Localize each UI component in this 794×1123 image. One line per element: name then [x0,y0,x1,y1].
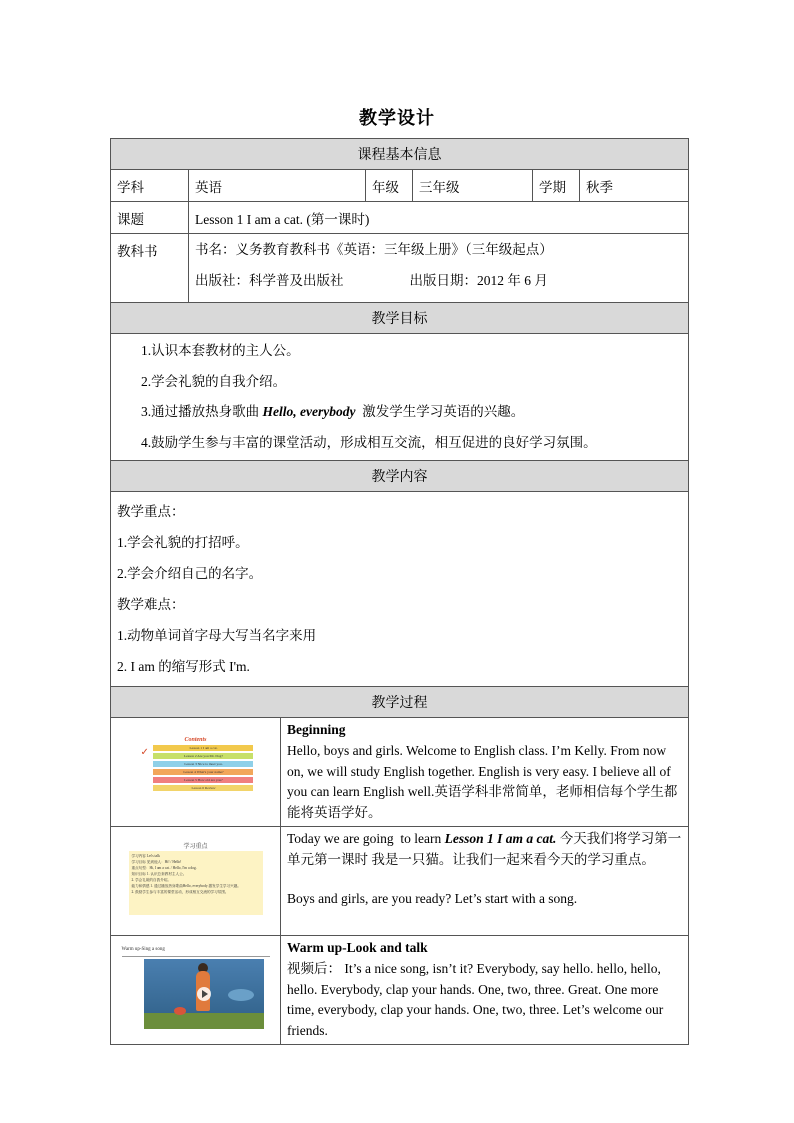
focus-line: 2. 鼓励学生参与丰富的课堂活动，形成相互交流的学习氛围。 [131,889,229,894]
video-title: Warm up-Sing a song [122,947,270,957]
contents-slide [139,737,253,807]
step-text: Boys and girls, are you ready? Let’s start with a song. [287,890,578,906]
focus-line: 知识目标 1. 认识总套教材主人公。 [131,871,187,876]
difficult-points-label: 教学难点： [117,597,185,612]
step-title: Warm up-Look and talk [287,939,428,955]
subject-label: 学科 [111,170,189,202]
step-text: Hello, boys and girls. Welcome to English class. I’m Kelly. From now on, we will study English together. English is very easy. I believe all of you can learn English well.英语学科非常简单，老师相信每个学生都能将英语学好。 [287,742,678,821]
focus-line: 学习内容 Let's talk [131,853,160,858]
step-text-part: Today we are going to learn [287,830,445,846]
focus-line: 学习目标 见到他人：Hi! / Hello! [131,859,182,864]
key-point-item: 1.学会礼貌的打招呼。 [117,535,249,550]
contents-item: Lesson 6 Review [153,785,253,791]
contents-item: Lesson 3 Nice to meet you. [153,761,253,767]
objective-item: 1.认识本套教材的主人公。 [141,343,300,358]
video-frame[interactable] [144,959,264,1029]
section-basic-info: 课程基本信息 [111,139,689,170]
focus-line: 重点句型：Hi, I am a cat. / Hello, I'm a dog. [131,865,197,870]
grade-label: 年级 [366,170,413,202]
contents-item: Lesson 5 How old are you? [153,777,253,783]
content-list [111,492,689,687]
section-process: 教学过程 [111,687,689,718]
key-point-item: 2.学会介绍自己的名字。 [117,566,263,581]
grade-value: 三年级 [413,170,533,202]
publisher: 出版社：科学普及出版社 [195,273,344,288]
key-points-label: 教学重点： [117,504,185,519]
subject-value: 英语 [189,170,366,202]
textbook-label: 教科书 [111,234,189,303]
focus-box [129,851,263,915]
focus-line: 能力和情感 1. 通过播放热身歌曲Hello, everybody 激发学生学习兴趣。 [131,883,241,888]
step-beginning [281,718,689,827]
lesson-title: Lesson 1 I am a cat. [444,830,557,846]
focus-title: 学习重点 [183,843,208,850]
video-thumbnail [111,935,281,1044]
objectives-list [111,334,689,461]
objective-text: 3.通过播放热身歌曲 [141,404,263,419]
step-text-part: 今天我们将学习第一单元第一课时 我是一只猫。让我们一起来看今天的学习重点。 [287,830,682,867]
textbook-info [189,234,689,303]
term-label: 学期 [533,170,580,202]
objective-item: 2.学会礼貌的自我介绍。 [141,373,287,389]
objective-item [141,397,682,428]
step-text [287,829,682,871]
step-lesson-intro [281,826,689,935]
focus-slide [129,841,263,921]
step-title: Beginning [287,722,346,737]
song-title: Hello, everybody [262,404,356,419]
section-objectives: 教学目标 [111,303,689,334]
whale-icon [228,989,254,1001]
check-icon: ✓ [140,746,149,758]
step-warm-up [281,935,689,1044]
difficult-point-item: 2. I am 的缩写形式 I'm. [117,659,250,674]
lesson-plan-table [110,138,689,1045]
contents-title: Contents [184,736,207,743]
contents-item: Lesson 4 What's your name? [153,769,253,775]
book-name: 书名：义务教育教科书《英语：三年级上册》（三年级起点） [195,242,553,257]
publisher-line [195,265,682,296]
objective-item: 4.鼓励学生参与丰富的课堂活动，形成相互交流，相互促进的良好学习氛围。 [141,434,597,450]
topic-value: Lesson 1 I am a cat. (第一课时) [189,202,689,234]
publish-date: 出版日期：2012 年 6 月 [409,273,548,288]
video-slide [122,947,270,1033]
step-text: 视频后： It’s a nice song, isn’t it? Everybody, say hello. hello, hello, hello. Everybody, clap your hands. One, two, three. Great. One more time, everybody, clap your hands. One, two, three. Let’s welcome our friends. [287,960,664,1039]
term-value: 秋季 [580,170,689,202]
topic-label: 课题 [111,202,189,234]
focus-line: 2. 学会礼貌的自我介绍。 [131,877,172,882]
play-icon[interactable] [197,987,211,1001]
page-title: 教学设计 [359,108,435,128]
contents-slide-thumbnail [111,718,281,827]
objective-text: 激发学生学习英语的兴趣。 [355,404,525,419]
section-content: 教学内容 [111,461,689,492]
difficult-point-item: 1.动物单词首字母大写当名字来用 [117,628,317,643]
contents-item: Lesson 2 Are you Mr. Dog? [153,753,253,759]
crab-icon [174,1007,186,1015]
focus-slide-thumbnail [111,826,281,935]
contents-item: Lesson 1 I am a cat. [153,745,253,751]
